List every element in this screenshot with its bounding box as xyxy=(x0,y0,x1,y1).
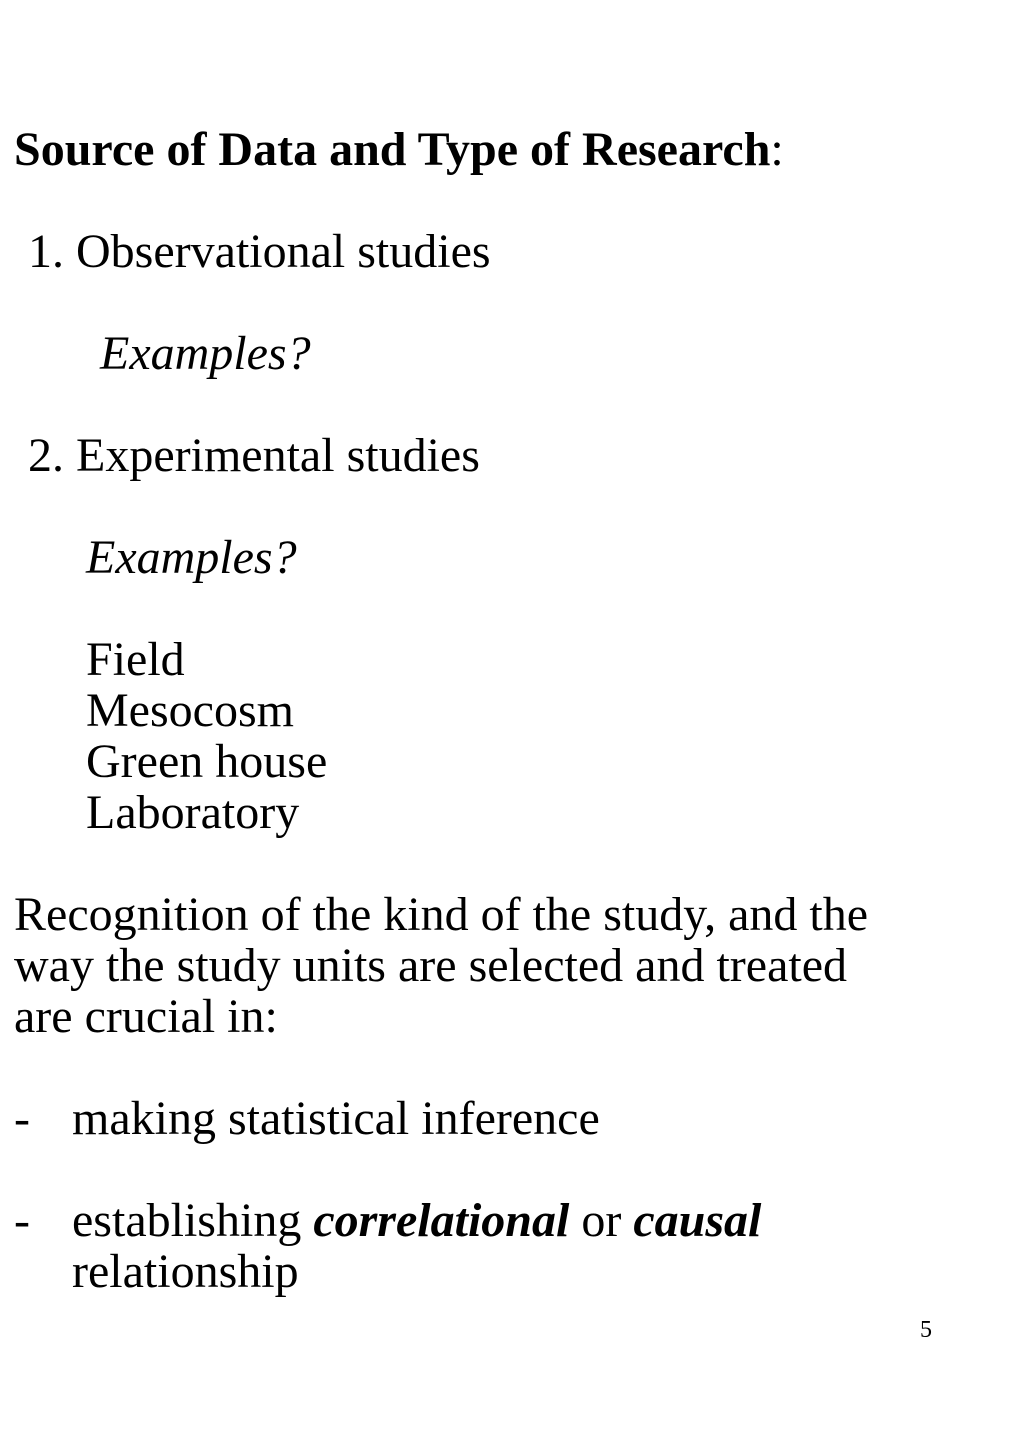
bullet-item-relationship xyxy=(72,1195,761,1247)
bullet-text-mid: or xyxy=(569,1194,634,1247)
page-title-text: Source of Data and Type of Research xyxy=(14,123,771,176)
paragraph-line: Recognition of the kind of the study, and the xyxy=(14,888,869,941)
study-item-observational: 1. Observational studies xyxy=(28,225,491,278)
page-title xyxy=(14,124,784,176)
study-item-experimental: 2. Experimental studies xyxy=(28,429,480,482)
bullet-dash: - xyxy=(14,1194,30,1247)
emphasis-correlational: correlational xyxy=(313,1194,570,1247)
study-prompt-observational: Examples? xyxy=(100,327,311,380)
setting-item-mesocosm: Mesocosm xyxy=(86,684,294,737)
study-prompt-experimental: Examples? xyxy=(86,531,297,584)
bullet-item-inference: making statistical inference xyxy=(72,1092,600,1145)
paragraph-line: way the study units are selected and treated xyxy=(14,939,848,992)
bullet-item-relationship-cont: relationship xyxy=(72,1245,299,1298)
setting-item-green-house: Green house xyxy=(86,735,328,788)
bullet-dash: - xyxy=(14,1092,30,1145)
page-title-colon: : xyxy=(770,123,784,176)
paragraph-line: are crucial in: xyxy=(14,990,278,1043)
emphasis-causal: causal xyxy=(633,1194,762,1247)
bullet-text-pre: establishing xyxy=(72,1194,314,1247)
setting-item-laboratory: Laboratory xyxy=(86,786,300,839)
page-number: 5 xyxy=(920,1317,932,1343)
setting-item-field: Field xyxy=(86,633,185,686)
